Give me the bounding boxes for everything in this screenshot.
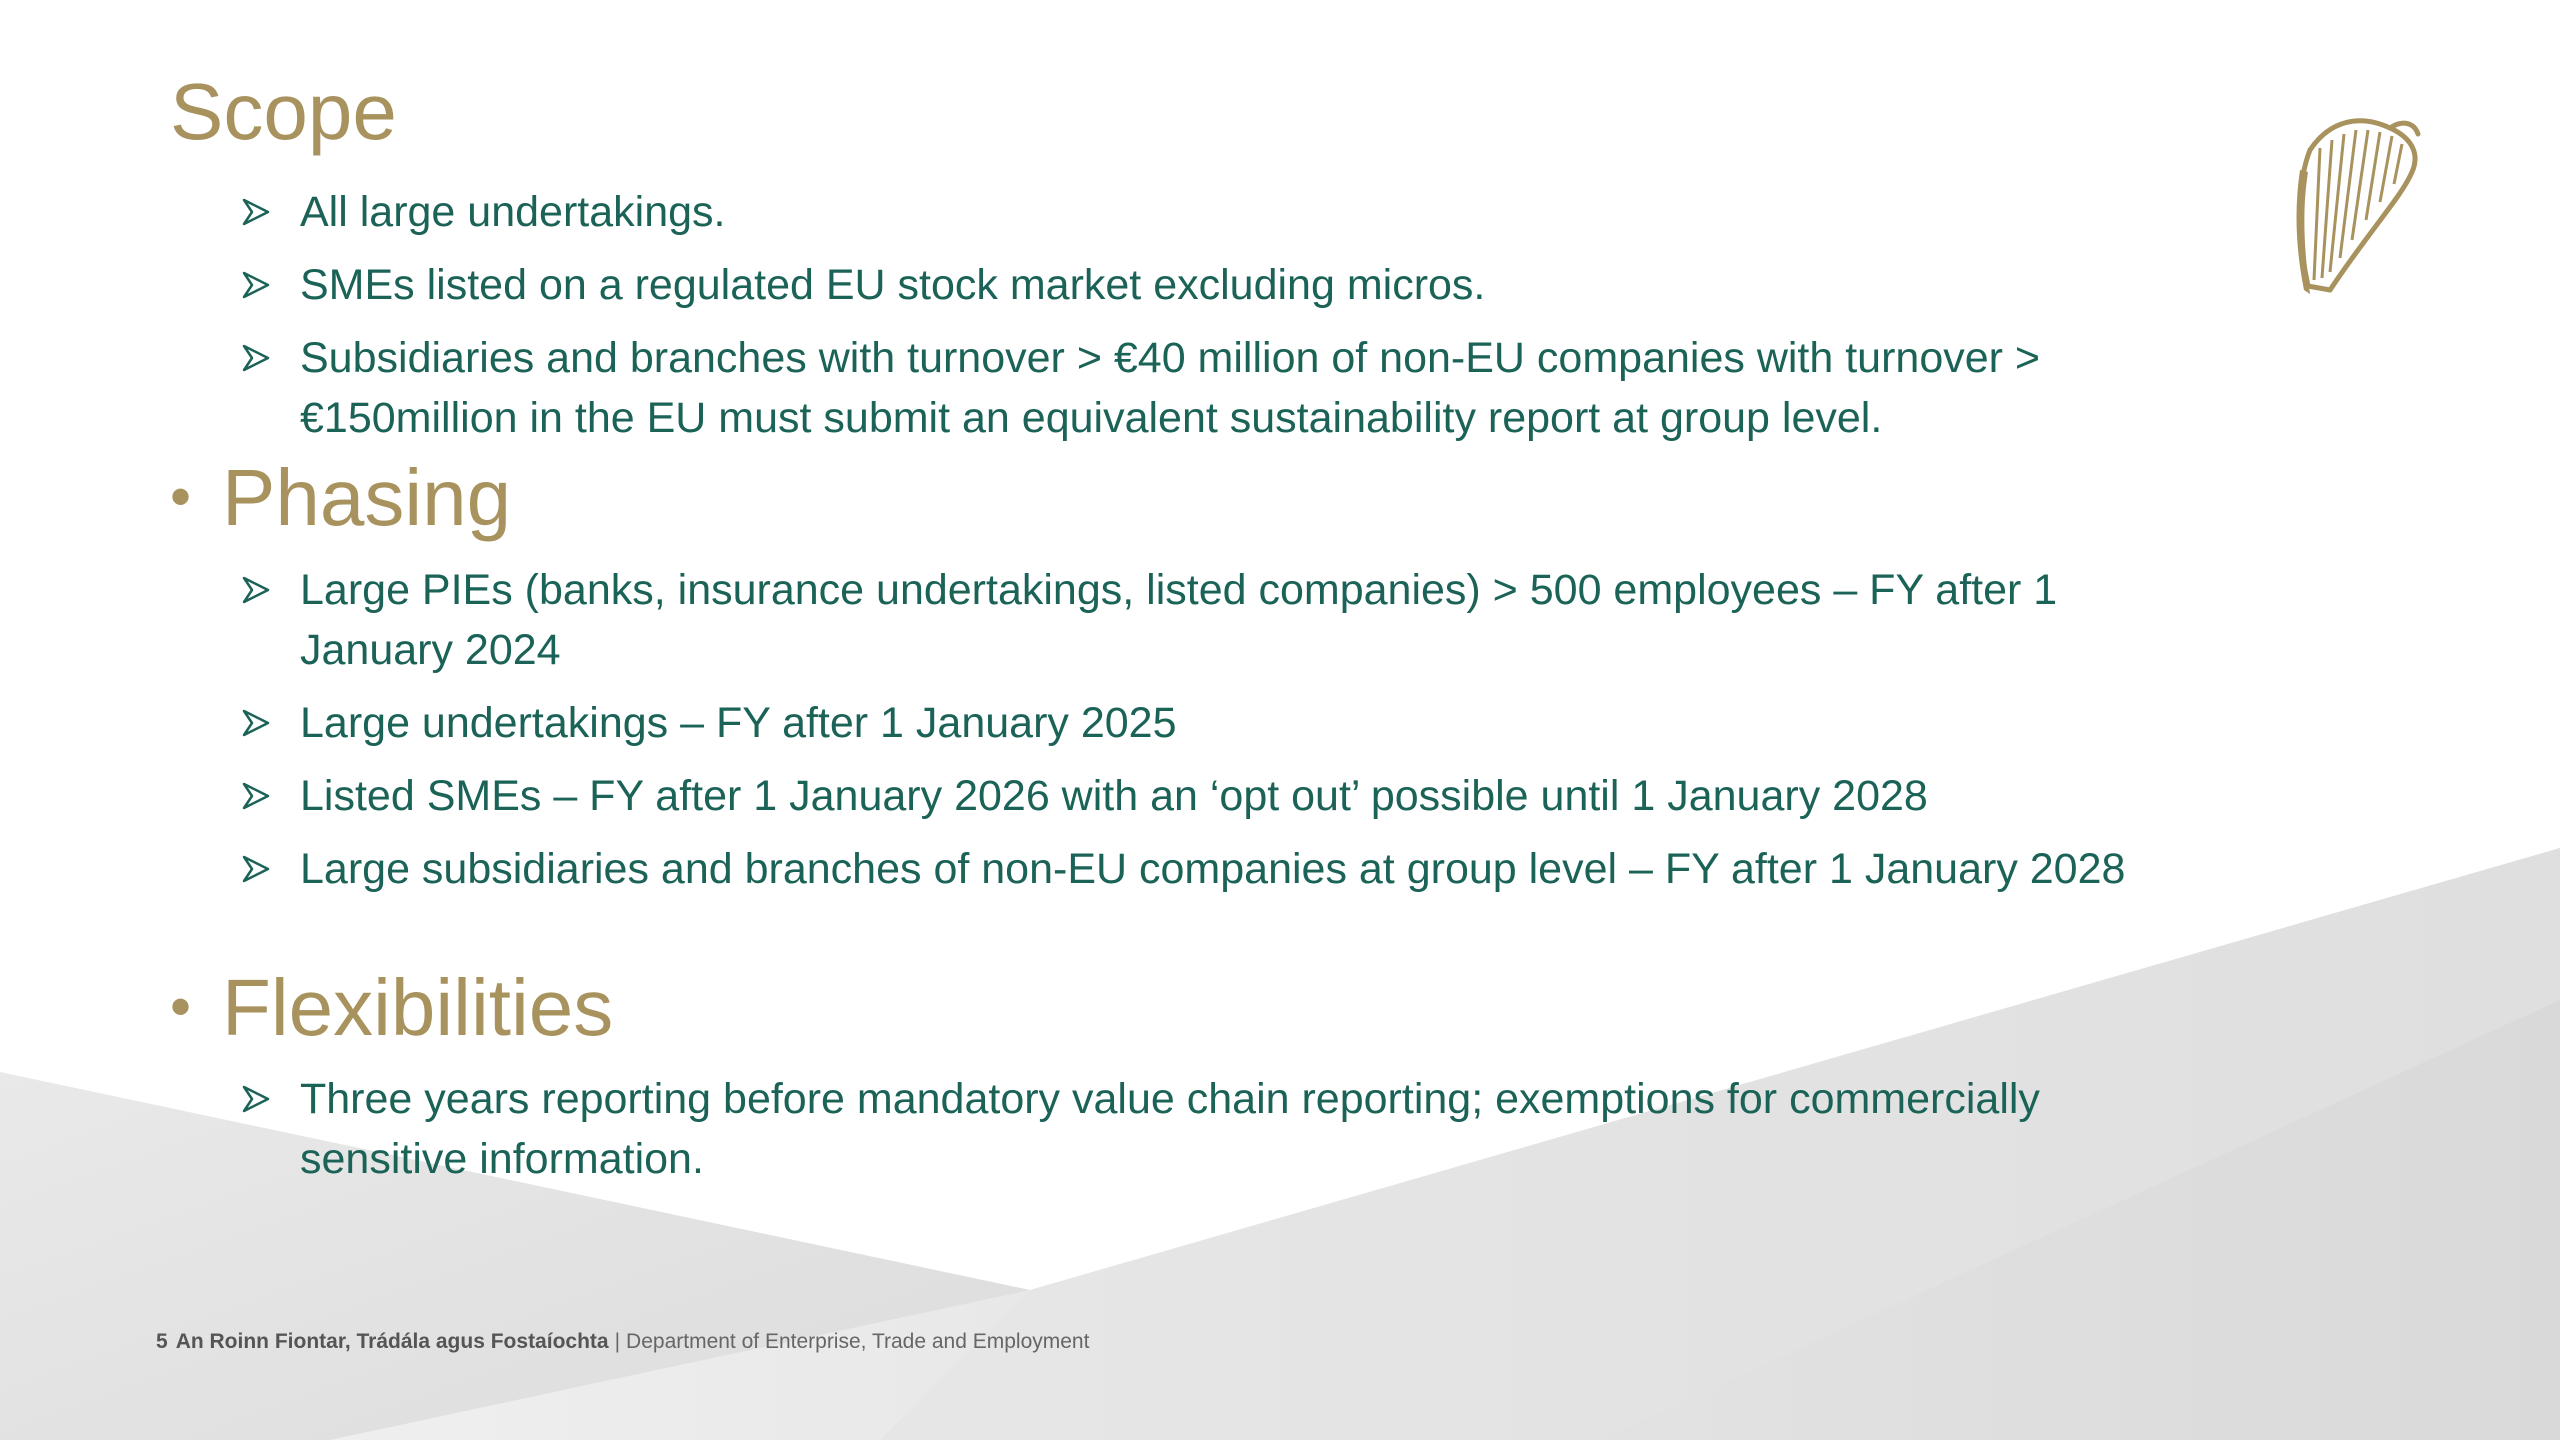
section-title: Flexibilities <box>222 963 614 1052</box>
list-item-text: Large PIEs (banks, insurance undertakings, listed companies) > 500 employees – FY after 1 January 2024 <box>300 566 2058 674</box>
list-item-text: Subsidiaries and branches with turnover > €40 million of non-EU companies with turnover > €150million in the EU must submit an equivalent sustainability report at group level. <box>300 334 2041 442</box>
footer-separator: | <box>614 1330 621 1353</box>
list-item-text: Listed SMEs – FY after 1 January 2026 with an ‘opt out’ possible until 1 January 2028 <box>300 772 1928 820</box>
department-name-english: Department of Enterprise, Trade and Employment <box>626 1330 1090 1353</box>
arrow-bullet-icon <box>238 560 278 620</box>
bullet-dot: • <box>170 973 192 1040</box>
arrow-bullet-icon <box>238 766 278 826</box>
department-name-irish: An Roinn Fiontar, Trádála agus Fostaíochta <box>175 1330 609 1353</box>
list-item <box>238 693 2198 753</box>
arrow-bullet-icon <box>238 255 278 315</box>
list-item <box>238 839 2198 899</box>
section-heading-flexibilities <box>170 963 614 1052</box>
list-item-text: Large subsidiaries and branches of non-EU companies at group level – FY after 1 January 2028 <box>300 845 2126 893</box>
list-item <box>238 328 2198 448</box>
list-item-text: All large undertakings. <box>300 188 726 236</box>
section-heading-scope: Scope <box>170 67 397 156</box>
list-item <box>238 255 2198 315</box>
list-item <box>238 560 2198 680</box>
arrow-bullet-icon <box>238 839 278 899</box>
harp-emblem-icon <box>2290 110 2426 306</box>
list-item-text: Three years reporting before mandatory value chain reporting; exemptions for commercially sensitive information. <box>300 1075 2040 1183</box>
section-title: Phasing <box>222 453 512 542</box>
arrow-bullet-icon <box>238 182 278 242</box>
page-number: 5 <box>156 1330 168 1353</box>
arrow-bullet-icon <box>238 328 278 388</box>
section-heading-phasing <box>170 453 512 542</box>
bullet-dot: • <box>170 463 192 530</box>
list-item <box>238 766 2198 826</box>
list-item <box>238 1069 2198 1189</box>
arrow-bullet-icon <box>238 693 278 753</box>
list-item-text: Large undertakings – FY after 1 January 2025 <box>300 699 1177 747</box>
list-item <box>238 182 2198 242</box>
arrow-bullet-icon <box>238 1069 278 1129</box>
list-item-text: SMEs listed on a regulated EU stock market excluding micros. <box>300 261 1486 309</box>
footer <box>156 1330 1089 1354</box>
